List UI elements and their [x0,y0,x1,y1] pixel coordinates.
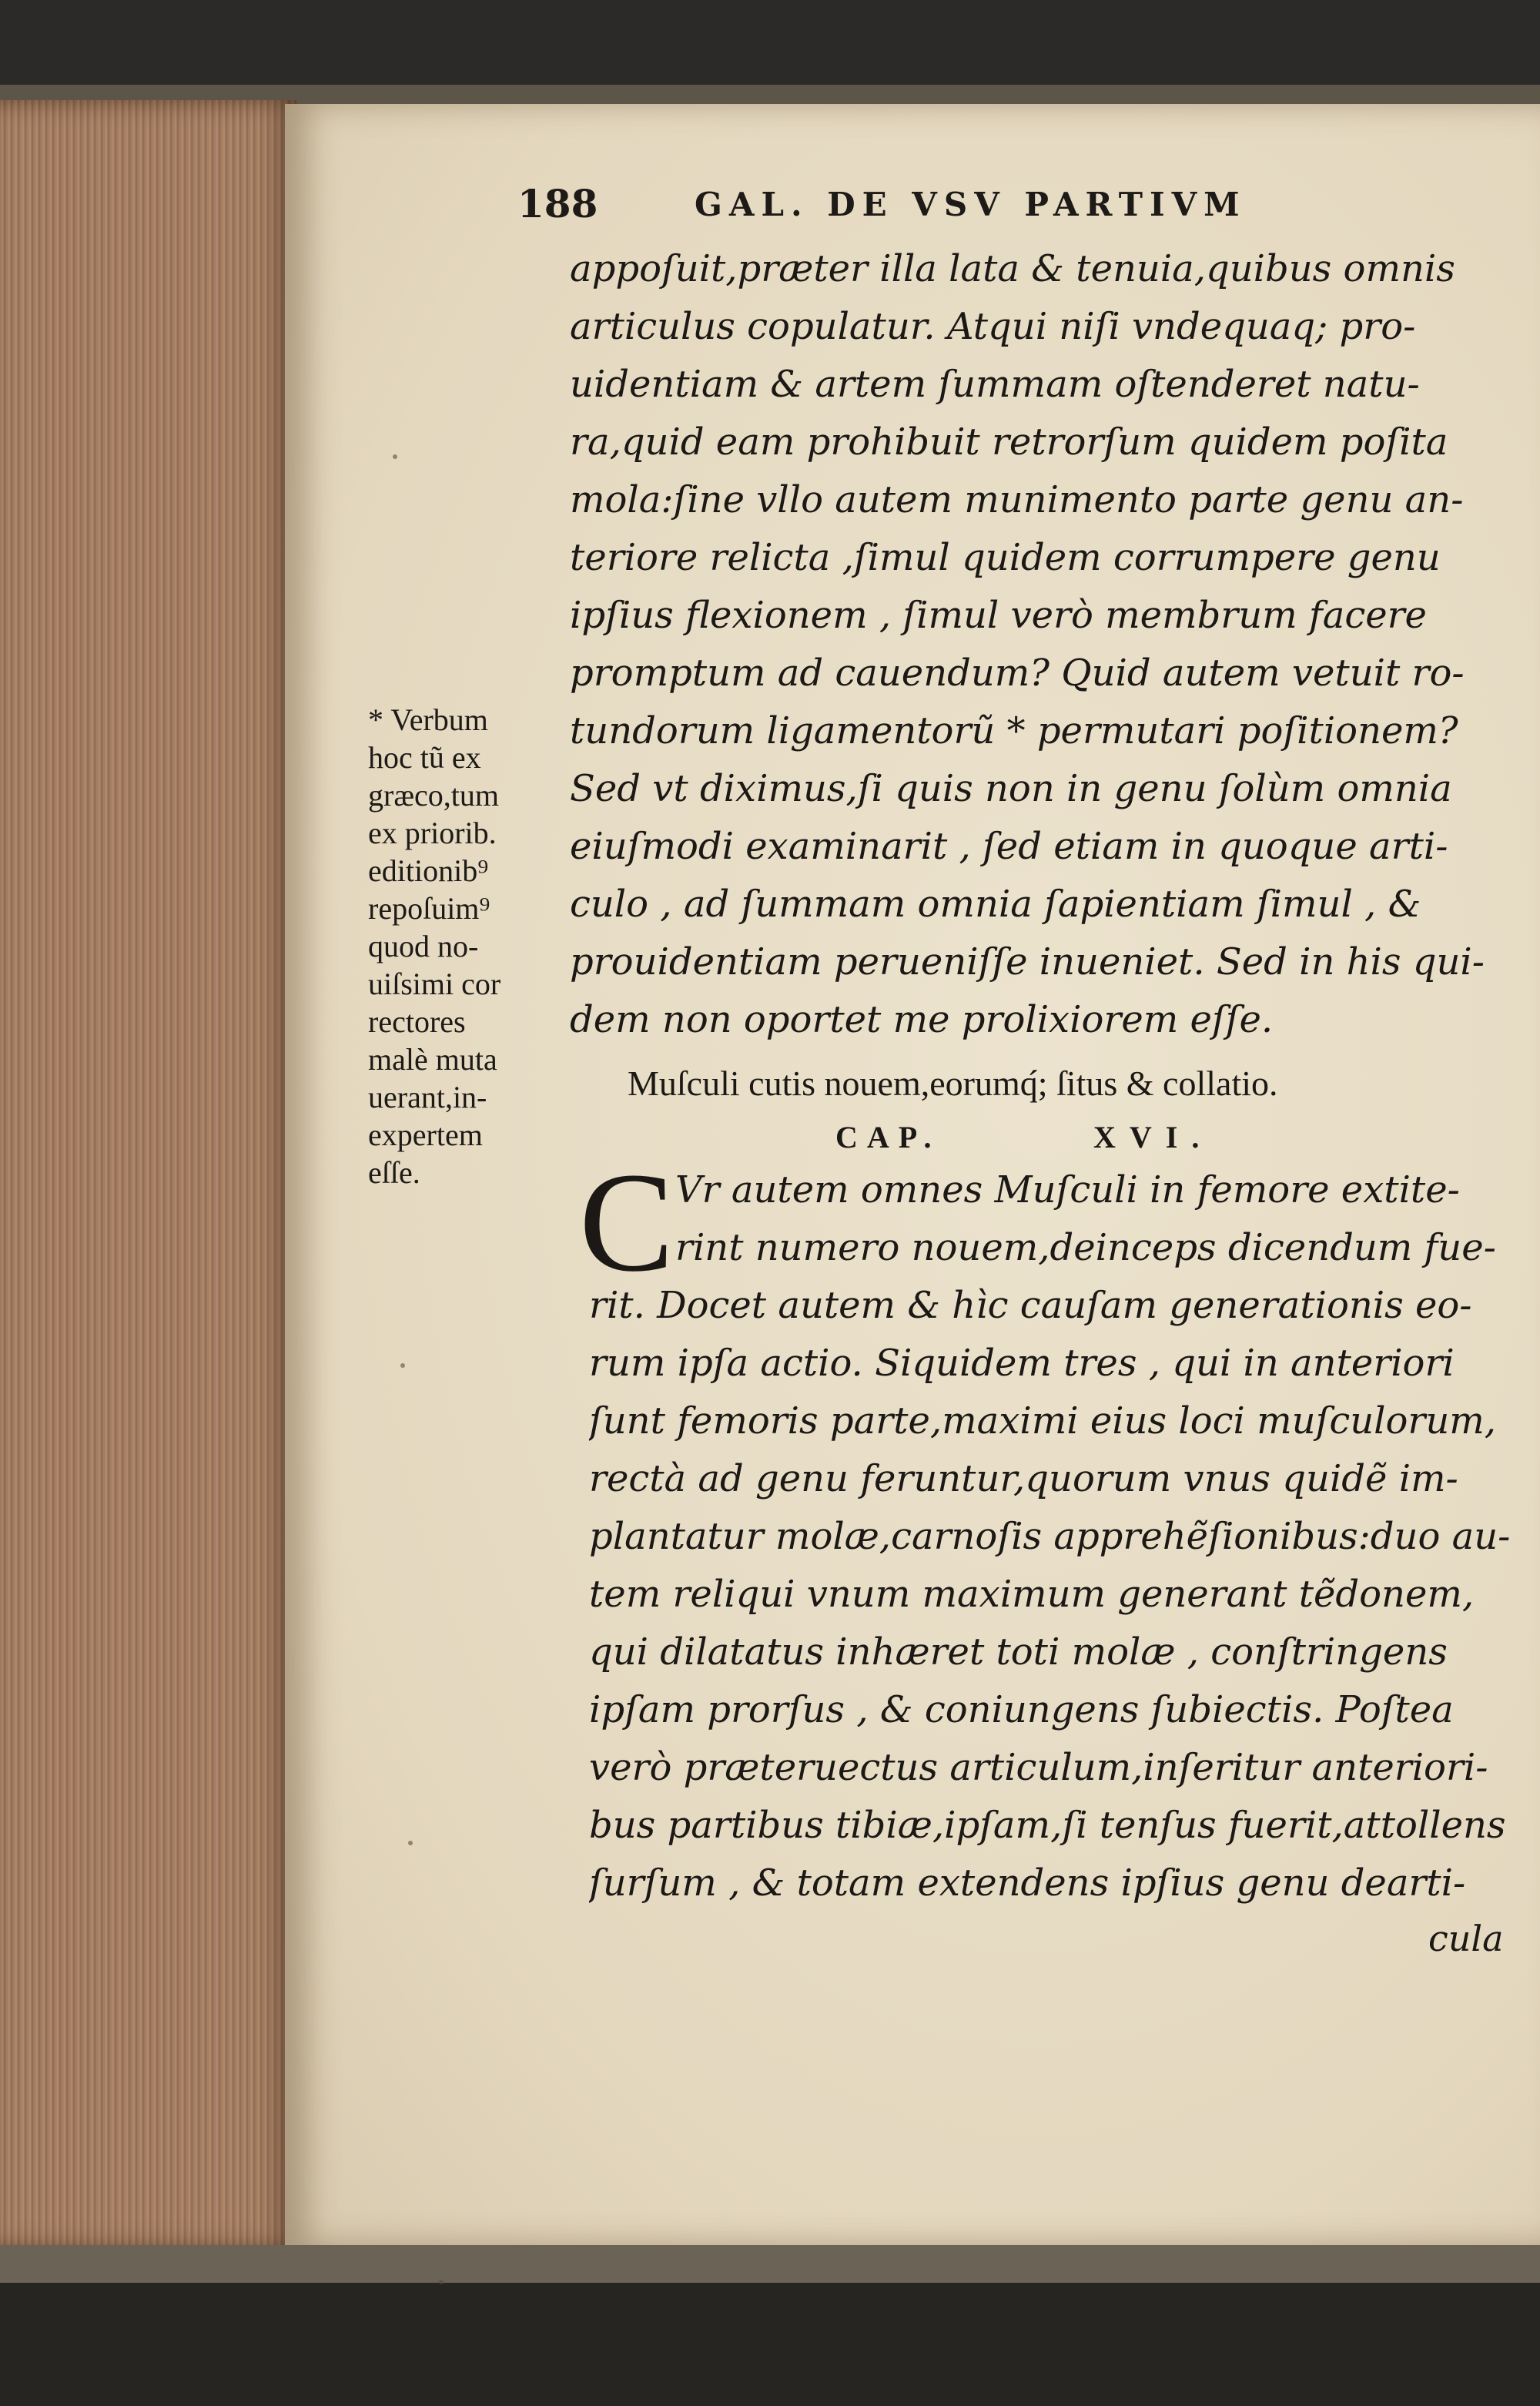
margin-note-line: * Verbum [368,702,488,737]
text-line: ſunt femoris parte,maximi eius loci muſculorum, [589,1399,1497,1443]
text-line: teriore relicta ,ſimul quidem corrumpere genu [570,536,1441,579]
margin-note-line: eſſe. [368,1155,420,1190]
text-line: eiuſmodi examinarit , ſed etiam in quoque arti- [570,825,1448,868]
text-line: prouidentiam perueniſſe inueniet. Sed in his qui- [570,940,1485,984]
text-line: articulus copulatur. Atqui niſi vndequaq; pro- [570,305,1416,348]
running-title: GAL. DE VSV PARTIVM [695,186,1247,223]
chapter-label: CAP. [835,1120,941,1154]
margin-note-line: hoc tũ ex [368,740,481,775]
margin-note-line: rectores [368,1004,466,1039]
paper-speck [408,1841,413,1845]
paper-speck [439,2280,444,2284]
text-block-lower [589,1161,1517,1912]
chapter-number: XVI. [1093,1120,1214,1154]
text-line: rit. Docet autem & hìc cauſam generationis eo- [589,1284,1472,1327]
margin-note-line: quod no- [368,929,479,963]
paper-speck [400,1363,405,1368]
margin-note-line: editionib⁹ [368,853,489,888]
page-edges [0,100,296,2249]
catchword: cula [1428,1918,1504,1959]
margin-note-line: uiſsimi cor [368,967,501,1001]
text-block-upper [570,240,1517,1049]
text-line: ſurſum , & totam extendens ipſius genu dearti- [589,1861,1466,1905]
text-line: appoſuit,præter illa lata & tenuia,quibus omnis [570,247,1455,290]
text-line: tem reliqui vnum maximum generant tẽdonem, [589,1573,1475,1616]
paper-speck [393,454,397,459]
text-line: rint numero nouem,deinceps dicendum fue- [675,1226,1496,1269]
text-line: dem non oportet me prolixiorem eſſe. [570,998,1274,1041]
text-line: culo , ad ſummam omnia ſapientiam ſimul , & [570,883,1421,926]
margin-note-line: græco,tum [368,778,499,813]
margin-note-line: uerant,in- [368,1080,487,1114]
text-line: ipſius flexionem , ſimul verò membrum facere [570,594,1427,637]
text-line: verò præteruectus articulum,inſeritur anteriori- [589,1746,1488,1789]
text-line: Sed vt diximus,ſi quis non in genu ſolùm omnia [570,767,1452,810]
text-line: promptum ad cauendum? Quid autem vetuit ro- [570,652,1465,695]
margin-note-line: expertem [368,1118,483,1152]
text-line: qui dilatatus inhæret toti molæ , conſtringens [589,1630,1448,1674]
text-line: uidentiam & artem ſummam oſtenderet natu- [570,363,1420,406]
margin-note [368,701,572,1191]
page-number: 188 [517,181,598,226]
text-line: tundorum ligamentorũ * permutari poſitionem? [570,709,1458,752]
text-line: plantatur molæ,carnoſis apprehẽſionibus:duo au- [589,1515,1511,1558]
running-head [517,181,1480,235]
text-line: ipſam prorſus , & coniungens ſubiectis. Poſtea [589,1688,1454,1731]
text-line: bus partibus tibiæ,ipſam,ſi tenſus fuerit,attollens [589,1804,1506,1847]
margin-note-line: ex priorib. [368,816,497,850]
text-line: ra,quid eam prohibuit retrorſum quidem poſita [570,421,1448,464]
text-line: Vr autem omnes Muſculi in femore extite- [675,1168,1460,1211]
margin-note-line: malè muta [368,1042,497,1077]
text-line: rum ipſa actio. Siquidem tres , qui in anteriori [589,1342,1455,1385]
margin-note-line: repoſuim⁹ [368,891,490,926]
text-line: mola:ſine vllo autem munimento parte genu an- [570,478,1464,521]
text-line: rectà ad genu feruntur,quorum vnus quidẽ im- [589,1457,1458,1500]
drop-cap: C [579,1144,675,1302]
section-heading: Muſculi cutis nouem,eorumq́; ſitus & collatio. [628,1064,1278,1103]
table-surface [0,2283,1540,2406]
